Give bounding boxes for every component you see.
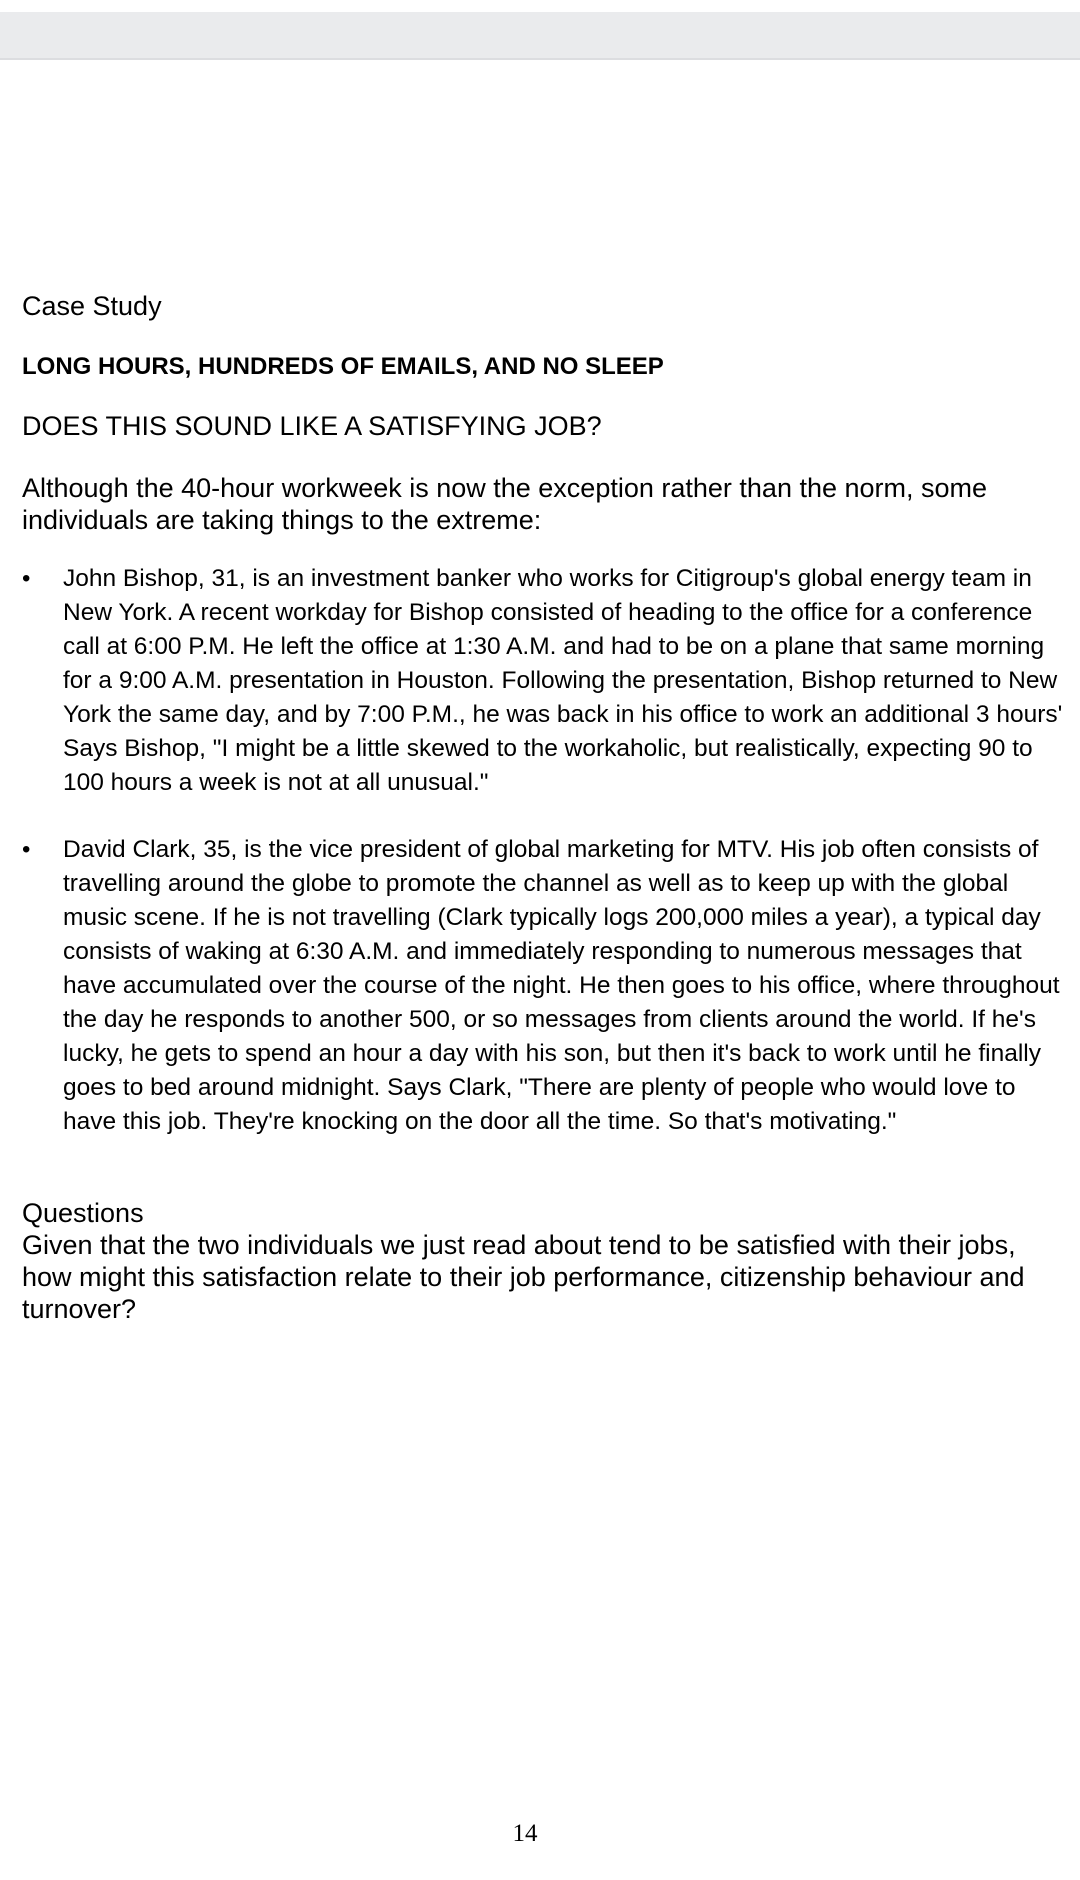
question-text: Given that the two individuals we just read about tend to be satisfied with their jobs, how might this satisfaction relate to their job performance, citizenship behaviour and turnover?: [22, 1230, 1025, 1324]
bullet-item-bishop: [22, 562, 1063, 800]
questions-heading: Questions: [22, 1198, 144, 1228]
case-subtitle: DOES THIS SOUND LIKE A SATISFYING JOB?: [22, 411, 602, 441]
case-title: LONG HOURS, HUNDREDS OF EMAILS, AND NO SLEEP: [22, 353, 664, 380]
questions-section: [22, 1197, 1042, 1325]
bullet-icon: •: [22, 565, 31, 592]
bullet-item-clark: [22, 833, 1063, 1139]
bullet-icon: •: [22, 836, 31, 863]
document-page: [0, 62, 1080, 1880]
bullet-text: John Bishop, 31, is an investment banker who works for Citigroup's global energy team in New York. A recent workday for Bishop consisted of heading to the office for a conference call at 6:00 P.M. He left the office at 1:30 A.M. and had to be on a plane that same morning for a 9:00 A.M. presentation in Houston. Following the presentation, Bishop returned to New York the same day, and by 7:00 P.M., he was back in his office to work an additional 3 hours' Says Bishop, "I might be a little skewed to the workaholic, but realistically, expecting 90 to 100 hours a week is not at all unusual.": [63, 565, 1063, 796]
intro-paragraph: Although the 40-hour workweek is now the exception rather than the norm, some individuals are taking things to the extreme:: [22, 473, 988, 535]
document-body: [22, 290, 1062, 1325]
bullet-text: David Clark, 35, is the vice president of global marketing for MTV. His job often consists of travelling around the globe to promote the channel as well as to keep up with the global music scene. If he is not travelling (Clark typically logs 200,000 miles a year), a typical day consists of waking at 6:30 A.M. and immediately responding to numerous messages that have accumulated over the course of the night. He then goes to his office, where throughout the day he responds to another 500, or so messages from clients around the world. If he's lucky, he gets to spend an hour a day with his son, but then it's back to work until he finally goes to bed around midnight. Says Clark, "There are plenty of people who would love to have this job. They're knocking on the door all the time. So that's motivating.": [63, 836, 1060, 1135]
bullet-list: [22, 562, 1062, 1139]
page-number: 14: [512, 1820, 538, 1847]
case-study-label: Case Study: [22, 291, 162, 321]
viewer-toolbar: [0, 0, 1080, 60]
